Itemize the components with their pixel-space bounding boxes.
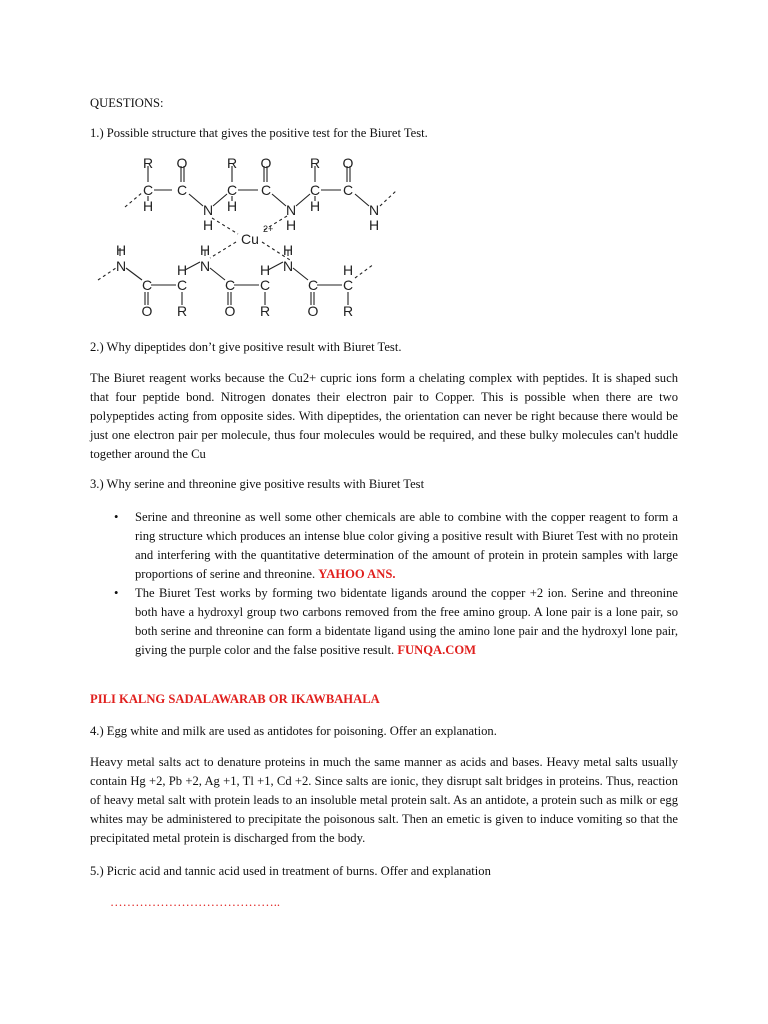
source-label: YAHOO ANS. [318,567,396,581]
atom-r: R [176,303,188,319]
atom-o: O [307,303,319,319]
atom-h: H [199,242,211,258]
atom-c: C [142,182,154,198]
atom-n: N [199,258,211,274]
atom-c: C [309,182,321,198]
atom-h: H [176,262,188,278]
bullet-text: Serine and threonine as well some other chemicals are able to combine with the copper reagent to form a ring structure which produces an intense blue color giving a positive result with Biuret Test with no protein and interfering with the quantitative determination of the amount of protein in protein samples with large proportions of serine and threonine. [135,510,678,581]
atom-c: C [224,277,236,293]
atom-n: N [368,202,380,218]
atom-h: H [285,217,297,233]
atom-c: C [259,277,271,293]
atom-c: C [176,277,188,293]
questions-heading: QUESTIONS: [90,96,164,110]
atom-c: C [176,182,188,198]
atom-h: H [202,217,214,233]
atom-c: C [226,182,238,198]
atom-c: C [342,277,354,293]
atom-n: N [202,202,214,218]
atom-c: C [141,277,153,293]
atom-o: O [176,155,188,171]
answer-2: The Biuret reagent works because the Cu2+ cupric ions form a chelating complex with peptides. It is shaped such that four peptide bond. Nitrogen donates their electron pair to Copper. This is possible when there are two polypeptides acting from opposite sides. With dipeptides, the orientation can never be right because there would be just one electron pair per molecule, thus four molecules would be required, and these bulky molecules can't huddle together around the Cu [90,371,678,461]
atom-n: N [285,202,297,218]
question-5: 5.) Picric acid and tannic acid used in treatment of burns. Offer and explanation [90,864,491,878]
atom-h: H [309,198,321,214]
atom-c: C [342,182,354,198]
atom-r: R [342,303,354,319]
question-2: 2.) Why dipeptides don’t give positive result with Biuret Test. [90,340,402,354]
source-label: FUNQA.COM [397,643,477,657]
atom-o: O [224,303,236,319]
atom-h: H [342,262,354,278]
question-3: 3.) Why serine and threonine give positive results with Biuret Test [90,477,425,491]
atom-n: N [282,258,294,274]
answer-4: Heavy metal salts act to denature proteins in much the same manner as acids and bases. Heavy metal salts usually contain Hg +2, Pb +2, Ag +1, Tl +1, Cd +2. Since salts are ionic, they disrupt salt bridges in proteins. Thus, reaction of heavy metal salt with protein leads to an insoluble metal protein salt. As an antidote, a protein such as milk or egg whites may be administered to precipitate the poisonous salt. Then an emetic is given to induce vomiting so that the precipitated metal protein is discharged from the body. [90,755,678,845]
atom-r: R [142,155,154,171]
atom-n: N [115,258,127,274]
atom-h: H [142,198,154,214]
answer-placeholder: ………………………………….. [110,895,281,909]
copper-charge: 2+ [263,224,274,234]
atom-r: R [259,303,271,319]
atom-h: H [259,262,271,278]
atom-c: C [260,182,272,198]
atom-r: R [309,155,321,171]
bullet-text: The Biuret Test works by forming two bidentate ligands around the copper +2 ion. Serine and threonine both have a hydroxyl group two carbons removed from the free amino group. A lone pair is a lone pair, so both serine and threonine can form a bidentate ligand using the amino lone pair and the hydroxyl lone pair, giving the purple color and the false positive result. [135,586,678,657]
bullet-icon: • [114,510,119,524]
atom-h: H [115,242,127,258]
question-1: 1.) Possible structure that gives the positive test for the Biuret Test. [90,126,428,140]
atom-r: R [226,155,238,171]
copper-ion: Cu [241,231,259,247]
biuret-complex-diagram [0,150,768,325]
question-4: 4.) Egg white and milk are used as antidotes for poisoning. Offer an explanation. [90,724,497,738]
atom-h: H [368,217,380,233]
list-item [90,508,678,584]
atom-h: H [282,242,294,258]
atom-c: C [307,277,319,293]
atom-o: O [260,155,272,171]
atom-o: O [342,155,354,171]
list-item [90,584,678,660]
note-heading: PILI KALNG SADALAWARAB OR IKAWBAHALA [90,692,380,706]
bullet-icon: • [114,586,119,600]
atom-o: O [141,303,153,319]
atom-h: H [226,198,238,214]
answer-3-list [90,508,678,660]
